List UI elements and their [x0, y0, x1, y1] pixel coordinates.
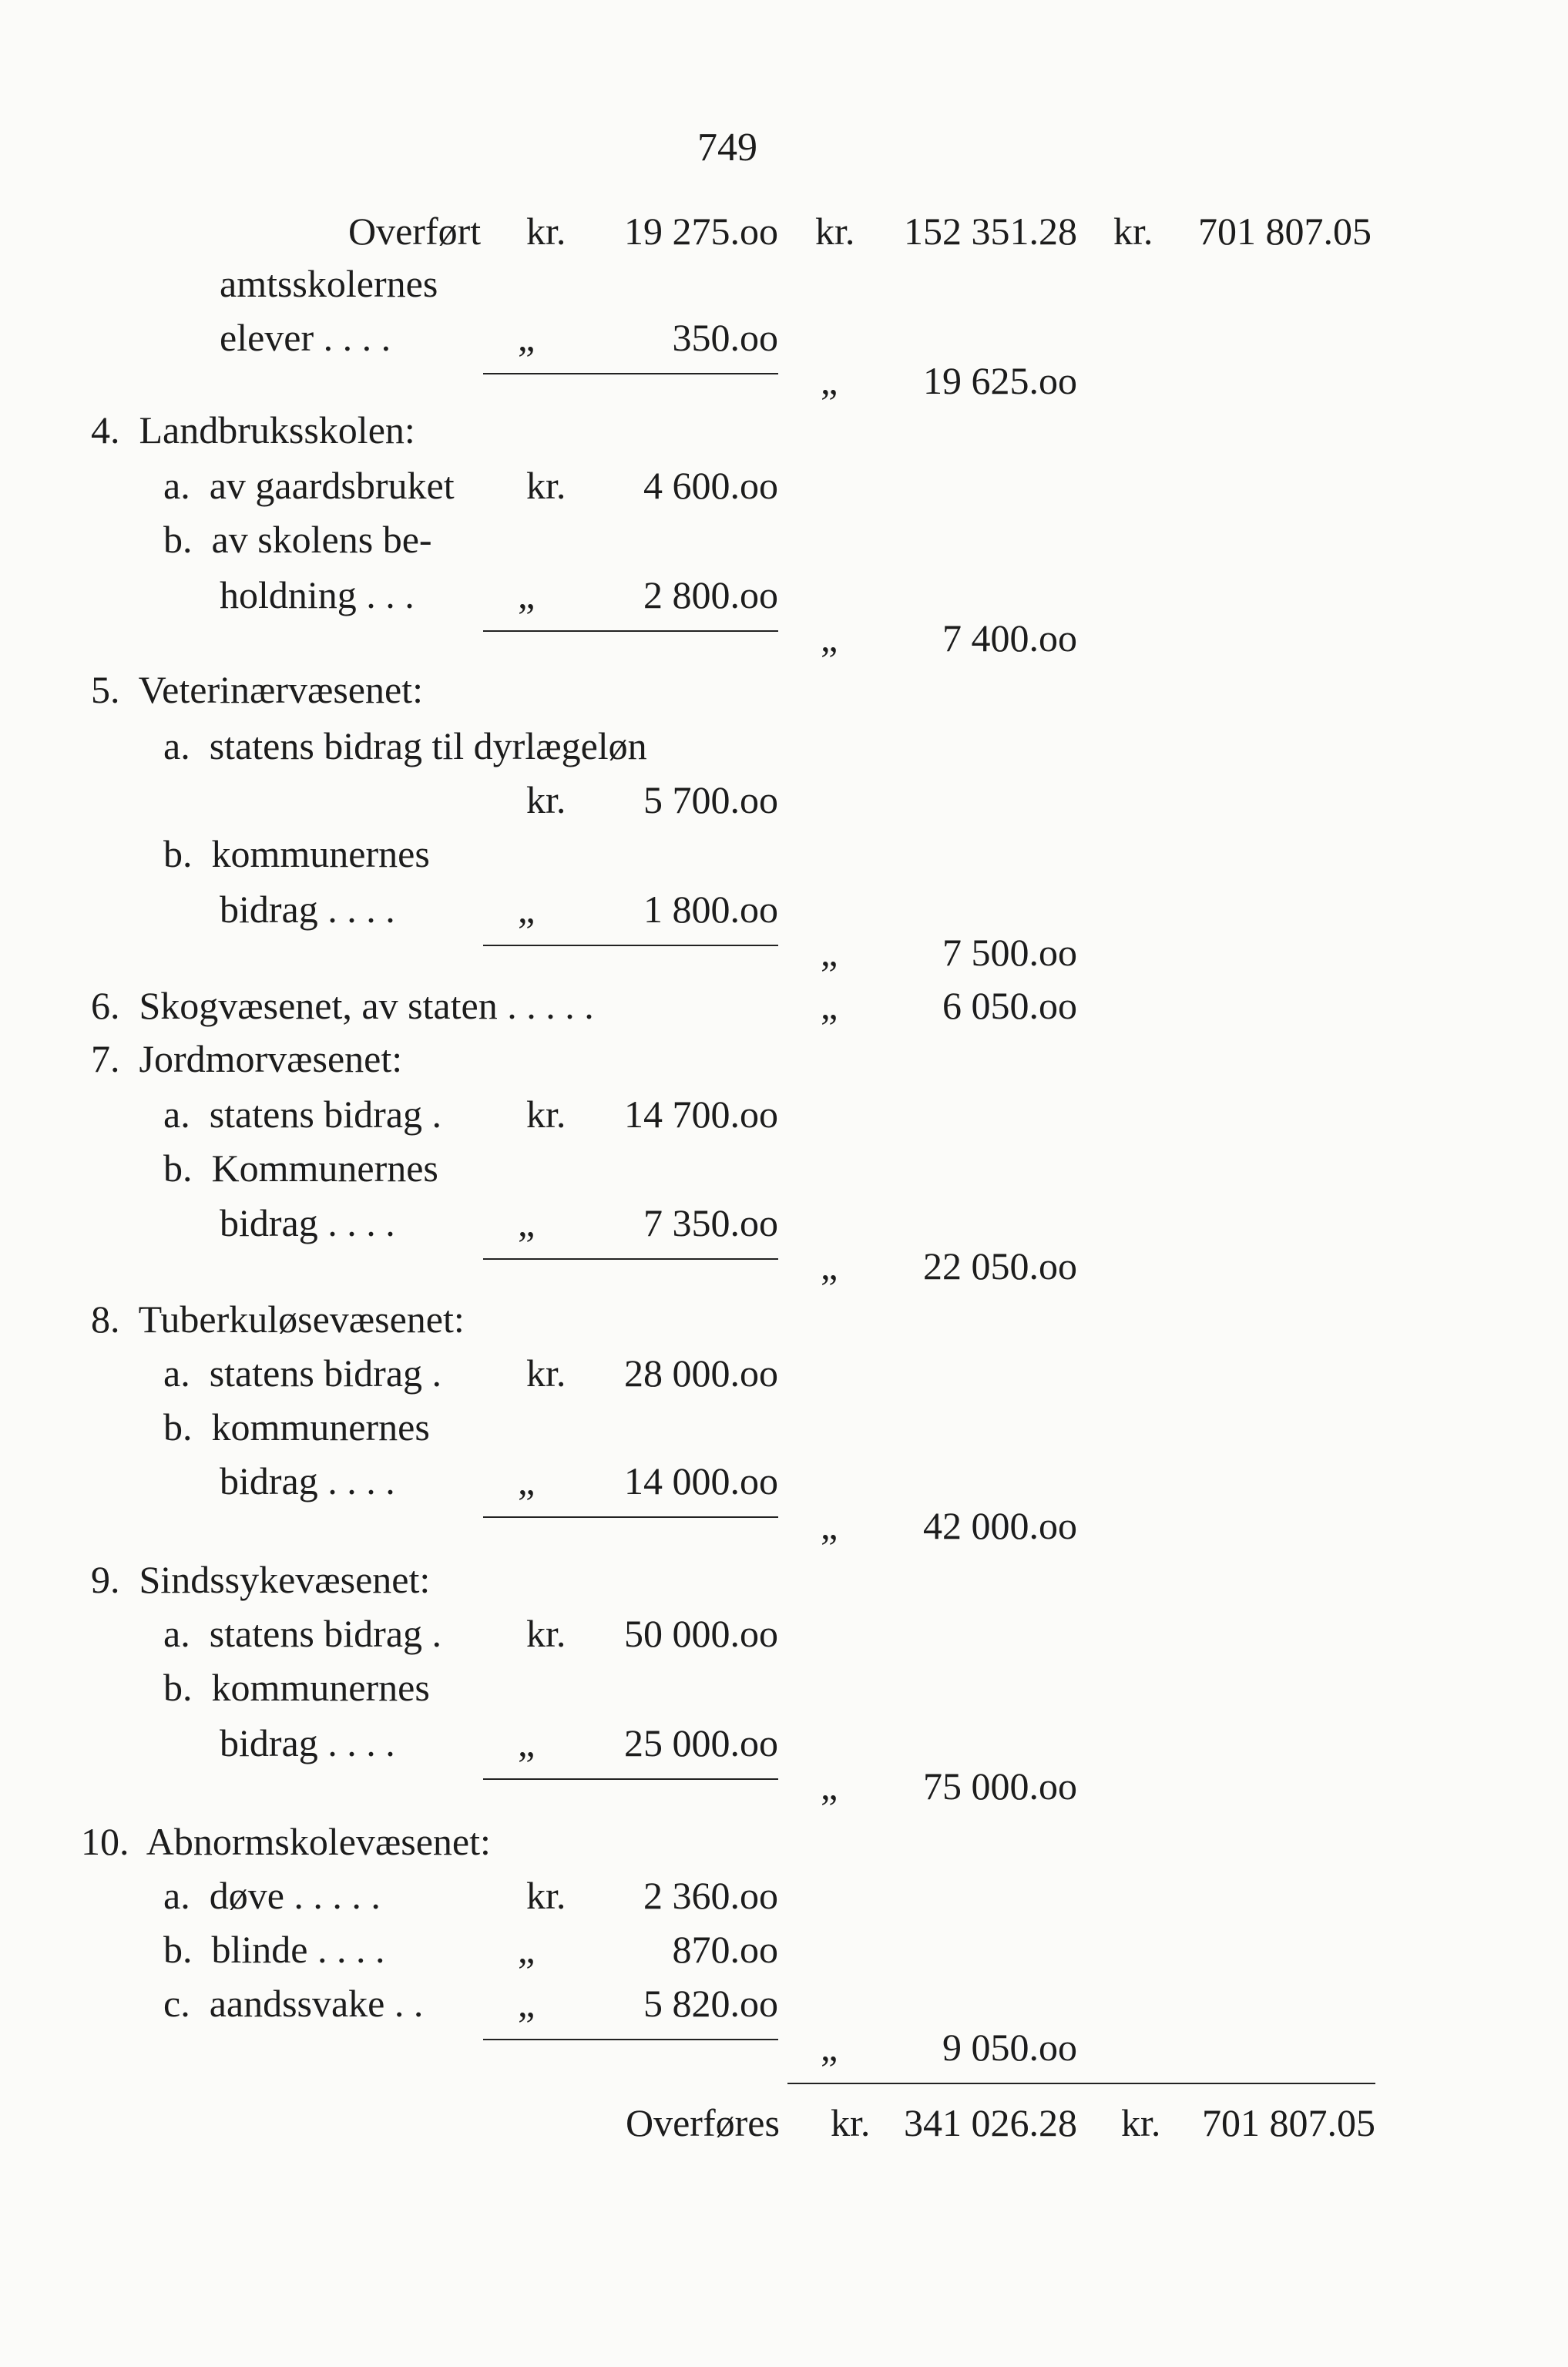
sindssyke-b-ditto: „ — [518, 1721, 536, 1764]
to-carry-col3-currency: kr. — [1121, 2101, 1161, 2144]
amtsskoler-label-line2: elever . . . . — [220, 316, 391, 359]
veterinaer-b-amount: 1 800.oo — [643, 888, 778, 931]
tuberkulose-a-label: a. statens bidrag . — [163, 1351, 442, 1395]
sindssyke-heading: 9. Sindssykevæsenet: — [91, 1558, 431, 1601]
jordmor-a-currency: kr. — [526, 1093, 566, 1136]
tuberkulose-total: 42 000.oo — [923, 1504, 1077, 1547]
jordmor-b-amount: 7 350.oo — [643, 1201, 778, 1244]
tuberkulose-b-amount: 14 000.oo — [624, 1459, 778, 1502]
veterinaer-b-label-line2: bidrag . . . . — [220, 888, 395, 931]
tuberkulose-heading: 8. Tuberkuløsevæsenet: — [91, 1298, 465, 1341]
subtotal-rule — [483, 1778, 778, 1780]
tuberkulose-a-currency: kr. — [526, 1351, 566, 1395]
sindssyke-total: 75 000.oo — [923, 1764, 1077, 1808]
landbruk-a-currency: kr. — [526, 464, 566, 507]
landbruk-b-label-line1: b. av skolens be- — [163, 518, 432, 561]
abnorm-a-label: a. døve . . . . . — [163, 1874, 381, 1917]
amtsskoler-label-line1: amtsskolernes — [220, 262, 438, 305]
veterinaer-b-ditto: „ — [518, 888, 536, 931]
landbruk-b-amount: 2 800.oo — [643, 573, 778, 616]
landbruk-total: 7 400.oo — [942, 616, 1077, 660]
subtotal-rule — [483, 1516, 778, 1518]
jordmor-b-label-line2: bidrag . . . . — [220, 1201, 395, 1244]
to-carry-col2-currency: kr. — [831, 2101, 871, 2144]
to-carry-col3-amount: 701 807.05 — [1202, 2101, 1375, 2144]
jordmor-b-label-line1: b. Kommunernes — [163, 1147, 438, 1190]
sindssyke-a-amount: 50 000.oo — [624, 1612, 778, 1655]
landbruk-total-ditto: „ — [821, 616, 838, 660]
amtsskoler-amount: 350.oo — [672, 316, 778, 359]
jordmor-heading: 7. Jordmorvæsenet: — [91, 1037, 403, 1080]
amtsskoler-total: 19 625.oo — [923, 359, 1077, 402]
sindssyke-b-label-line1: b. kommunernes — [163, 1666, 430, 1709]
carried-forward-col1-currency: kr. — [526, 210, 566, 253]
veterinaer-b-label-line1: b. kommunernes — [163, 832, 430, 875]
skog-total: 6 050.oo — [942, 984, 1077, 1027]
veterinaer-total-ditto: „ — [821, 931, 838, 974]
carried-forward-col3-currency: kr. — [1113, 210, 1153, 253]
abnorm-total-ditto: „ — [821, 2026, 838, 2069]
landbruk-heading: 4. Landbruksskolen: — [91, 408, 415, 452]
sindssyke-a-label: a. statens bidrag . — [163, 1612, 442, 1655]
carried-forward-label: Overført — [348, 210, 482, 253]
jordmor-total: 22 050.oo — [923, 1244, 1077, 1288]
carried-forward-col3-amount: 701 807.05 — [1198, 210, 1372, 253]
veterinaer-a-currency: kr. — [526, 778, 566, 821]
tuberkulose-total-ditto: „ — [821, 1504, 838, 1547]
landbruk-a-amount: 4 600.oo — [643, 464, 778, 507]
abnorm-c-amount: 5 820.oo — [643, 1982, 778, 2025]
abnorm-b-amount: 870.oo — [672, 1928, 778, 1971]
subtotal-rule — [483, 2039, 778, 2040]
to-carry-label: Overføres — [626, 2101, 780, 2144]
landbruk-b-ditto: „ — [518, 573, 536, 616]
jordmor-a-label: a. statens bidrag . — [163, 1093, 442, 1136]
page-number: 749 — [697, 126, 757, 170]
skog-ditto: „ — [821, 984, 838, 1027]
veterinaer-total: 7 500.oo — [942, 931, 1077, 974]
veterinaer-a-label: a. statens bidrag til dyrlægeløn — [163, 724, 647, 767]
jordmor-a-amount: 14 700.oo — [624, 1093, 778, 1136]
landbruk-b-label-line2: holdning . . . — [220, 573, 415, 616]
amtsskoler-ditto: „ — [518, 316, 536, 359]
sindssyke-total-ditto: „ — [821, 1764, 838, 1808]
sindssyke-b-label-line2: bidrag . . . . — [220, 1721, 395, 1764]
carried-forward-col2-amount: 152 351.28 — [904, 210, 1077, 253]
abnorm-b-ditto: „ — [518, 1928, 536, 1971]
jordmor-b-ditto: „ — [518, 1201, 536, 1244]
abnorm-c-label: c. aandssvake . . — [163, 1982, 424, 2025]
abnorm-b-label: b. blinde . . . . — [163, 1928, 385, 1971]
tuberkulose-b-label-line1: b. kommunernes — [163, 1405, 430, 1449]
skog-label: 6. Skogvæsenet, av staten . . . . . — [91, 984, 594, 1027]
veterinaer-heading: 5. Veterinærvæsenet: — [91, 668, 423, 711]
abnorm-heading: 10. Abnormskolevæsenet: — [81, 1820, 491, 1863]
landbruk-a-label: a. av gaardsbruket — [163, 464, 455, 507]
subtotal-rule — [483, 1258, 778, 1260]
tuberkulose-a-amount: 28 000.oo — [624, 1351, 778, 1395]
abnorm-total: 9 050.oo — [942, 2026, 1077, 2069]
sindssyke-a-currency: kr. — [526, 1612, 566, 1655]
to-carry-col2-amount: 341 026.28 — [904, 2101, 1077, 2144]
abnorm-a-amount: 2 360.oo — [643, 1874, 778, 1917]
subtotal-rule — [483, 630, 778, 632]
subtotal-rule — [483, 945, 778, 946]
subtotal-rule — [483, 373, 778, 374]
tuberkulose-b-label-line2: bidrag . . . . — [220, 1459, 395, 1502]
amtsskoler-total-ditto: „ — [821, 359, 838, 402]
carried-forward-col1-amount: 19 275.oo — [624, 210, 778, 253]
veterinaer-a-amount: 5 700.oo — [643, 778, 778, 821]
sindssyke-b-amount: 25 000.oo — [624, 1721, 778, 1764]
abnorm-c-ditto: „ — [518, 1982, 536, 2025]
total-rule — [787, 2083, 1375, 2084]
tuberkulose-b-ditto: „ — [518, 1459, 536, 1502]
jordmor-total-ditto: „ — [821, 1244, 838, 1288]
abnorm-a-currency: kr. — [526, 1874, 566, 1917]
carried-forward-col2-currency: kr. — [815, 210, 855, 253]
